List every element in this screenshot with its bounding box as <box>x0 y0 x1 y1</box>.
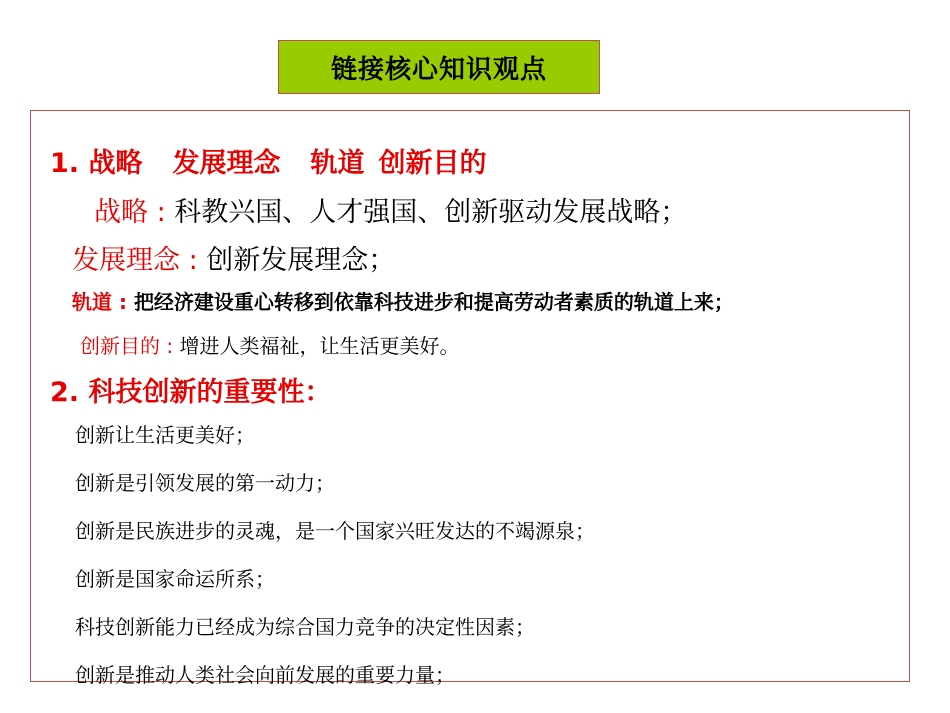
section1-heading <box>50 141 486 180</box>
goal-row <box>80 330 459 359</box>
section1-heading-part: 轨道 <box>310 148 365 179</box>
row-label: 发展理念 : <box>72 245 207 276</box>
track-row <box>72 286 734 315</box>
section2-heading: 2. 科技创新的重要性： <box>50 377 332 408</box>
section1-heading-part: 发展理念 <box>172 148 281 179</box>
title-box <box>278 40 600 94</box>
row-text: 增进人类福祉，让生活更美好。 <box>179 334 460 358</box>
strategy-row <box>94 190 687 229</box>
importance-item: 科技创新能力已经成为综合国力竞争的决定性因素； <box>75 615 535 639</box>
section1-heading-part: 战略 <box>88 148 143 179</box>
concept-row <box>72 238 395 277</box>
row-label: 轨道 : <box>72 290 134 314</box>
importance-item: 创新是推动人类社会向前发展的重要力量； <box>75 663 455 687</box>
importance-item: 创新是引领发展的第一动力； <box>75 471 335 495</box>
importance-item: 创新是民族进步的灵魂，是一个国家兴旺发达的不竭源泉； <box>75 519 595 543</box>
section1-number: 1. <box>50 148 80 179</box>
row-text: 创新发展理念； <box>206 245 396 276</box>
row-label: 战略 : <box>94 197 175 228</box>
row-text: 科教兴国、人才强国、创新驱动发展战略； <box>174 197 688 228</box>
importance-item: 创新让生活更美好； <box>75 423 255 447</box>
importance-item: 创新是国家命运所系； <box>75 567 275 591</box>
row-label: 创新目的 : <box>80 334 180 358</box>
row-text: 把经济建设重心转移到依靠科技进步和提高劳动者素质的轨道上来； <box>133 290 734 314</box>
section1-heading-part: 创新目的 <box>378 148 487 179</box>
slide-title: 链接核心知识观点 <box>330 54 547 85</box>
